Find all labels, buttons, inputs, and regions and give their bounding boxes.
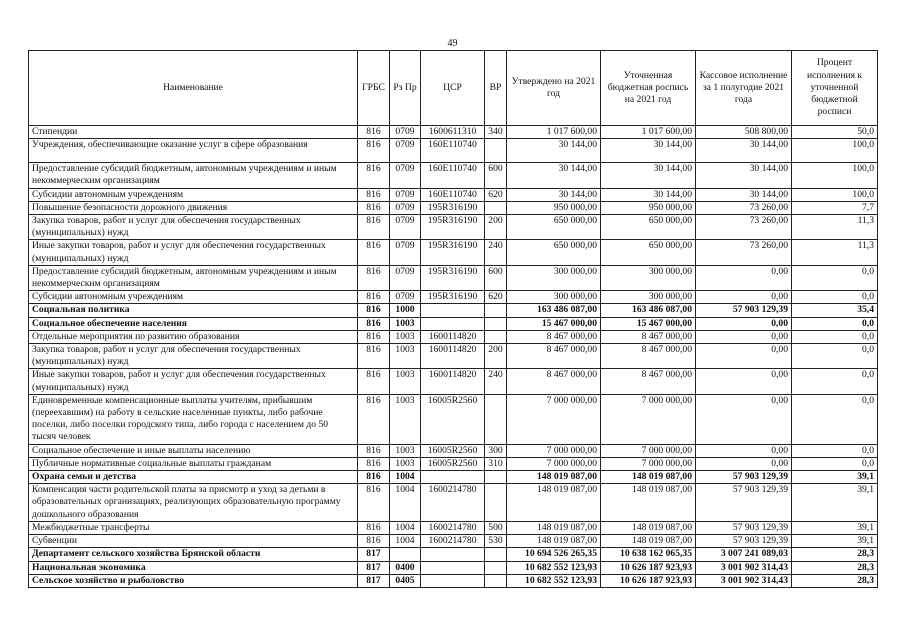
table-row <box>29 201 878 214</box>
cell-name: Компенсация части родительской платы за присмотр и уход за детьми в образовательных организациях, реализующих образовательную программу дошкольного образования <box>29 484 358 522</box>
cell-rzpr <box>390 548 421 561</box>
cell-percent: 28,3 <box>792 548 878 561</box>
cell-refined: 8 467 000,00 <box>601 344 696 369</box>
cell-rzpr: 0709 <box>390 188 421 201</box>
cell-vr <box>485 139 507 163</box>
cell-grbs: 816 <box>358 304 390 317</box>
header-row <box>29 51 878 126</box>
cell-cash: 3 007 241 089,03 <box>696 548 792 561</box>
budget-table <box>28 50 878 588</box>
cell-vr: 600 <box>485 163 507 188</box>
cell-vr <box>485 304 507 317</box>
cell-cash: 0,00 <box>696 317 792 330</box>
cell-percent: 0,0 <box>792 457 878 470</box>
cell-grbs: 816 <box>358 330 390 343</box>
cell-name: Иные закупки товаров, работ и услуг для обеспечения государственных (муниципальных) нужд <box>29 369 358 394</box>
table-row <box>29 521 878 534</box>
table-row <box>29 394 878 444</box>
table-row <box>29 265 878 290</box>
table-row <box>29 163 878 188</box>
cell-name: Сельское хозяйство и рыболовство <box>29 574 358 587</box>
cell-rzpr: 0709 <box>390 163 421 188</box>
cell-name: Социальное обеспечение населения <box>29 317 358 330</box>
cell-approved: 7 000 000,00 <box>507 394 601 444</box>
cell-approved: 7 000 000,00 <box>507 457 601 470</box>
cell-rzpr: 0709 <box>390 126 421 139</box>
cell-csr: 195R316190 <box>421 265 485 290</box>
cell-rzpr: 1003 <box>390 394 421 444</box>
cell-cash: 0,00 <box>696 394 792 444</box>
cell-vr: 240 <box>485 369 507 394</box>
header-percent: Процент исполнения к уточненной бюджетной росписи <box>792 51 878 126</box>
cell-csr <box>421 304 485 317</box>
cell-csr: 195R316190 <box>421 240 485 265</box>
cell-rzpr: 0709 <box>390 265 421 290</box>
cell-csr: 195R316190 <box>421 201 485 214</box>
cell-cash: 57 903 129,39 <box>696 471 792 484</box>
table-row <box>29 188 878 201</box>
table-row <box>29 240 878 265</box>
cell-rzpr: 1003 <box>390 317 421 330</box>
cell-percent: 11,3 <box>792 240 878 265</box>
cell-cash: 30 144,00 <box>696 188 792 201</box>
cell-refined: 30 144,00 <box>601 139 696 163</box>
cell-refined: 7 000 000,00 <box>601 457 696 470</box>
cell-vr <box>485 574 507 587</box>
cell-vr <box>485 484 507 522</box>
table-row <box>29 535 878 548</box>
cell-name: Стипендии <box>29 126 358 139</box>
cell-percent: 7,7 <box>792 201 878 214</box>
cell-approved: 650 000,00 <box>507 240 601 265</box>
cell-refined: 300 000,00 <box>601 291 696 304</box>
cell-percent: 0,0 <box>792 444 878 457</box>
page-number: 49 <box>447 38 458 49</box>
cell-csr: 1600214780 <box>421 484 485 522</box>
cell-approved: 8 467 000,00 <box>507 344 601 369</box>
header-cash: Кассовое исполнение за 1 полугодие 2021 года <box>696 51 792 126</box>
cell-grbs: 817 <box>358 574 390 587</box>
cell-refined: 148 019 087,00 <box>601 535 696 548</box>
cell-approved: 650 000,00 <box>507 215 601 240</box>
cell-refined: 10 638 162 065,35 <box>601 548 696 561</box>
table-row <box>29 548 878 561</box>
cell-approved: 148 019 087,00 <box>507 535 601 548</box>
header-approved: Утверждено на 2021 год <box>507 51 601 126</box>
cell-grbs: 816 <box>358 265 390 290</box>
cell-rzpr: 1003 <box>390 457 421 470</box>
cell-vr: 600 <box>485 265 507 290</box>
cell-percent: 100,0 <box>792 139 878 163</box>
cell-name: Иные закупки товаров, работ и услуг для обеспечения государственных (муниципальных) нужд <box>29 240 358 265</box>
table-row <box>29 291 878 304</box>
cell-name: Отдельные мероприятия по развитию образования <box>29 330 358 343</box>
cell-percent: 39,1 <box>792 521 878 534</box>
header-grbs: ГРБС <box>358 51 390 126</box>
cell-refined: 8 467 000,00 <box>601 369 696 394</box>
cell-grbs: 816 <box>358 471 390 484</box>
cell-rzpr: 0400 <box>390 561 421 574</box>
cell-csr <box>421 548 485 561</box>
cell-name: Публичные нормативные социальные выплаты гражданам <box>29 457 358 470</box>
cell-refined: 148 019 087,00 <box>601 521 696 534</box>
cell-refined: 15 467 000,00 <box>601 317 696 330</box>
cell-approved: 10 694 526 265,35 <box>507 548 601 561</box>
header-rzpr: Рз Пр <box>390 51 421 126</box>
cell-vr <box>485 330 507 343</box>
cell-vr <box>485 548 507 561</box>
table-row <box>29 139 878 163</box>
cell-percent: 0,0 <box>792 344 878 369</box>
cell-name: Субсидии автономным учреждениям <box>29 188 358 201</box>
cell-grbs: 816 <box>358 317 390 330</box>
cell-approved: 30 144,00 <box>507 163 601 188</box>
cell-cash: 0,00 <box>696 444 792 457</box>
cell-approved: 300 000,00 <box>507 265 601 290</box>
cell-vr: 500 <box>485 521 507 534</box>
cell-rzpr: 0709 <box>390 201 421 214</box>
table-row <box>29 457 878 470</box>
cell-csr: 1600611310 <box>421 126 485 139</box>
cell-rzpr: 0709 <box>390 240 421 265</box>
cell-cash: 73 260,00 <box>696 240 792 265</box>
cell-grbs: 816 <box>358 394 390 444</box>
cell-rzpr: 1003 <box>390 444 421 457</box>
cell-cash: 3 001 902 314,43 <box>696 561 792 574</box>
cell-cash: 57 903 129,39 <box>696 535 792 548</box>
cell-approved: 148 019 087,00 <box>507 521 601 534</box>
cell-rzpr: 1004 <box>390 471 421 484</box>
cell-approved: 148 019 087,00 <box>507 484 601 522</box>
cell-grbs: 816 <box>358 126 390 139</box>
cell-rzpr: 0405 <box>390 574 421 587</box>
cell-vr <box>485 471 507 484</box>
cell-approved: 7 000 000,00 <box>507 444 601 457</box>
cell-refined: 7 000 000,00 <box>601 444 696 457</box>
cell-cash: 57 903 129,39 <box>696 484 792 522</box>
cell-rzpr: 1004 <box>390 521 421 534</box>
cell-grbs: 816 <box>358 444 390 457</box>
table-row <box>29 444 878 457</box>
cell-cash: 57 903 129,39 <box>696 521 792 534</box>
cell-csr: 160Е110740 <box>421 163 485 188</box>
cell-percent: 11,3 <box>792 215 878 240</box>
cell-grbs: 816 <box>358 521 390 534</box>
cell-cash: 0,00 <box>696 344 792 369</box>
cell-vr <box>485 561 507 574</box>
table-row <box>29 369 878 394</box>
cell-csr <box>421 561 485 574</box>
cell-cash: 0,00 <box>696 330 792 343</box>
cell-name: Закупка товаров, работ и услуг для обеспечения государственных (муниципальных) нужд <box>29 215 358 240</box>
cell-percent: 39,1 <box>792 535 878 548</box>
cell-cash: 508 800,00 <box>696 126 792 139</box>
cell-grbs: 816 <box>358 139 390 163</box>
cell-vr <box>485 317 507 330</box>
cell-name: Субвенции <box>29 535 358 548</box>
cell-vr: 240 <box>485 240 507 265</box>
cell-cash: 30 144,00 <box>696 163 792 188</box>
cell-name: Национальная экономика <box>29 561 358 574</box>
cell-refined: 300 000,00 <box>601 265 696 290</box>
cell-csr: 1600114820 <box>421 330 485 343</box>
cell-csr: 195R316190 <box>421 291 485 304</box>
header-refined: Уточненная бюджетная роспись на 2021 год <box>601 51 696 126</box>
cell-approved: 30 144,00 <box>507 188 601 201</box>
cell-cash: 0,00 <box>696 265 792 290</box>
cell-rzpr: 0709 <box>390 291 421 304</box>
cell-vr: 310 <box>485 457 507 470</box>
cell-vr: 300 <box>485 444 507 457</box>
cell-name: Субсидии автономным учреждениям <box>29 291 358 304</box>
cell-grbs: 816 <box>358 163 390 188</box>
cell-percent: 0,0 <box>792 394 878 444</box>
cell-name: Повышение безопасности дорожного движения <box>29 201 358 214</box>
cell-vr: 200 <box>485 215 507 240</box>
cell-refined: 950 000,00 <box>601 201 696 214</box>
cell-percent: 0,0 <box>792 265 878 290</box>
header-csr: ЦСР <box>421 51 485 126</box>
cell-approved: 300 000,00 <box>507 291 601 304</box>
cell-percent: 0,0 <box>792 317 878 330</box>
cell-refined: 7 000 000,00 <box>601 394 696 444</box>
cell-approved: 30 144,00 <box>507 139 601 163</box>
cell-grbs: 816 <box>358 201 390 214</box>
cell-refined: 163 486 087,00 <box>601 304 696 317</box>
cell-rzpr: 1003 <box>390 330 421 343</box>
cell-grbs: 816 <box>358 484 390 522</box>
table-row <box>29 215 878 240</box>
cell-approved: 163 486 087,00 <box>507 304 601 317</box>
cell-grbs: 816 <box>358 344 390 369</box>
cell-approved: 10 682 552 123,93 <box>507 574 601 587</box>
cell-csr: 16005R2560 <box>421 444 485 457</box>
cell-csr: 1600114820 <box>421 344 485 369</box>
cell-grbs: 817 <box>358 561 390 574</box>
cell-csr: 195R316190 <box>421 215 485 240</box>
cell-percent: 100,0 <box>792 163 878 188</box>
cell-refined: 650 000,00 <box>601 215 696 240</box>
cell-name: Предоставление субсидий бюджетным, автономным учреждениям и иным некоммерческим организациям <box>29 163 358 188</box>
cell-rzpr: 1004 <box>390 484 421 522</box>
cell-approved: 8 467 000,00 <box>507 330 601 343</box>
cell-name: Закупка товаров, работ и услуг для обеспечения государственных (муниципальных) нужд <box>29 344 358 369</box>
cell-csr: 160Е110740 <box>421 188 485 201</box>
cell-grbs: 816 <box>358 188 390 201</box>
cell-refined: 8 467 000,00 <box>601 330 696 343</box>
cell-percent: 0,0 <box>792 369 878 394</box>
cell-approved: 10 682 552 123,93 <box>507 561 601 574</box>
table-row <box>29 574 878 587</box>
cell-rzpr: 0709 <box>390 139 421 163</box>
cell-csr: 16005R2560 <box>421 457 485 470</box>
cell-cash: 0,00 <box>696 291 792 304</box>
cell-csr <box>421 317 485 330</box>
table-body <box>29 126 878 588</box>
cell-name: Социальное обеспечение и иные выплаты населению <box>29 444 358 457</box>
cell-rzpr: 0709 <box>390 215 421 240</box>
cell-name: Департамент сельского хозяйства Брянской области <box>29 548 358 561</box>
table-row <box>29 126 878 139</box>
table-row <box>29 484 878 522</box>
cell-grbs: 816 <box>358 240 390 265</box>
cell-percent: 0,0 <box>792 330 878 343</box>
cell-refined: 1 017 600,00 <box>601 126 696 139</box>
cell-cash: 30 144,00 <box>696 139 792 163</box>
cell-percent: 50,0 <box>792 126 878 139</box>
cell-cash: 0,00 <box>696 457 792 470</box>
cell-csr: 1600214780 <box>421 521 485 534</box>
cell-cash: 57 903 129,39 <box>696 304 792 317</box>
cell-refined: 148 019 087,00 <box>601 471 696 484</box>
cell-name: Социальная политика <box>29 304 358 317</box>
cell-grbs: 817 <box>358 548 390 561</box>
cell-percent: 28,3 <box>792 574 878 587</box>
cell-percent: 39,1 <box>792 484 878 522</box>
cell-rzpr: 1004 <box>390 535 421 548</box>
table-row <box>29 561 878 574</box>
cell-approved: 15 467 000,00 <box>507 317 601 330</box>
cell-refined: 650 000,00 <box>601 240 696 265</box>
cell-csr <box>421 574 485 587</box>
cell-csr: 1600114820 <box>421 369 485 394</box>
cell-refined: 30 144,00 <box>601 188 696 201</box>
table-row <box>29 471 878 484</box>
cell-grbs: 816 <box>358 369 390 394</box>
header-name: Наименование <box>29 51 358 126</box>
cell-approved: 1 017 600,00 <box>507 126 601 139</box>
table-row <box>29 317 878 330</box>
cell-csr: 160Е110740 <box>421 139 485 163</box>
cell-grbs: 816 <box>358 457 390 470</box>
cell-refined: 30 144,00 <box>601 163 696 188</box>
cell-csr: 16005R2560 <box>421 394 485 444</box>
header-vr: ВР <box>485 51 507 126</box>
cell-vr: 620 <box>485 291 507 304</box>
cell-percent: 100,0 <box>792 188 878 201</box>
cell-percent: 39,1 <box>792 471 878 484</box>
cell-vr <box>485 201 507 214</box>
cell-name: Охрана семьи и детства <box>29 471 358 484</box>
cell-refined: 10 626 187 923,93 <box>601 574 696 587</box>
cell-rzpr: 1003 <box>390 369 421 394</box>
cell-grbs: 816 <box>358 291 390 304</box>
cell-name: Единовременные компенсационные выплаты учителям, прибывшим (переехавшим) на работу в сельские населенные пункты, либо рабочие поселки, либо поселки городского типа, либо города с населением до 50 тысяч человек <box>29 394 358 444</box>
cell-name: Учреждения, обеспечивающие оказание услуг в сфере образования <box>29 139 358 163</box>
cell-percent: 28,3 <box>792 561 878 574</box>
cell-name: Предоставление субсидий бюджетным, автономным учреждениям и иным некоммерческим организациям <box>29 265 358 290</box>
cell-percent: 35,4 <box>792 304 878 317</box>
cell-approved: 950 000,00 <box>507 201 601 214</box>
cell-csr: 1600214780 <box>421 535 485 548</box>
cell-vr <box>485 394 507 444</box>
cell-rzpr: 1003 <box>390 344 421 369</box>
cell-refined: 148 019 087,00 <box>601 484 696 522</box>
cell-vr: 530 <box>485 535 507 548</box>
cell-csr <box>421 471 485 484</box>
cell-cash: 3 001 902 314,43 <box>696 574 792 587</box>
cell-grbs: 816 <box>358 535 390 548</box>
cell-vr: 200 <box>485 344 507 369</box>
cell-cash: 73 260,00 <box>696 215 792 240</box>
cell-cash: 0,00 <box>696 369 792 394</box>
cell-vr: 620 <box>485 188 507 201</box>
cell-percent: 0,0 <box>792 291 878 304</box>
cell-name: Межбюджетные трансферты <box>29 521 358 534</box>
table-row <box>29 330 878 343</box>
table-row <box>29 344 878 369</box>
cell-approved: 8 467 000,00 <box>507 369 601 394</box>
cell-vr: 340 <box>485 126 507 139</box>
cell-approved: 148 019 087,00 <box>507 471 601 484</box>
cell-rzpr: 1000 <box>390 304 421 317</box>
cell-grbs: 816 <box>358 215 390 240</box>
cell-cash: 73 260,00 <box>696 201 792 214</box>
cell-refined: 10 626 187 923,93 <box>601 561 696 574</box>
table-row <box>29 304 878 317</box>
